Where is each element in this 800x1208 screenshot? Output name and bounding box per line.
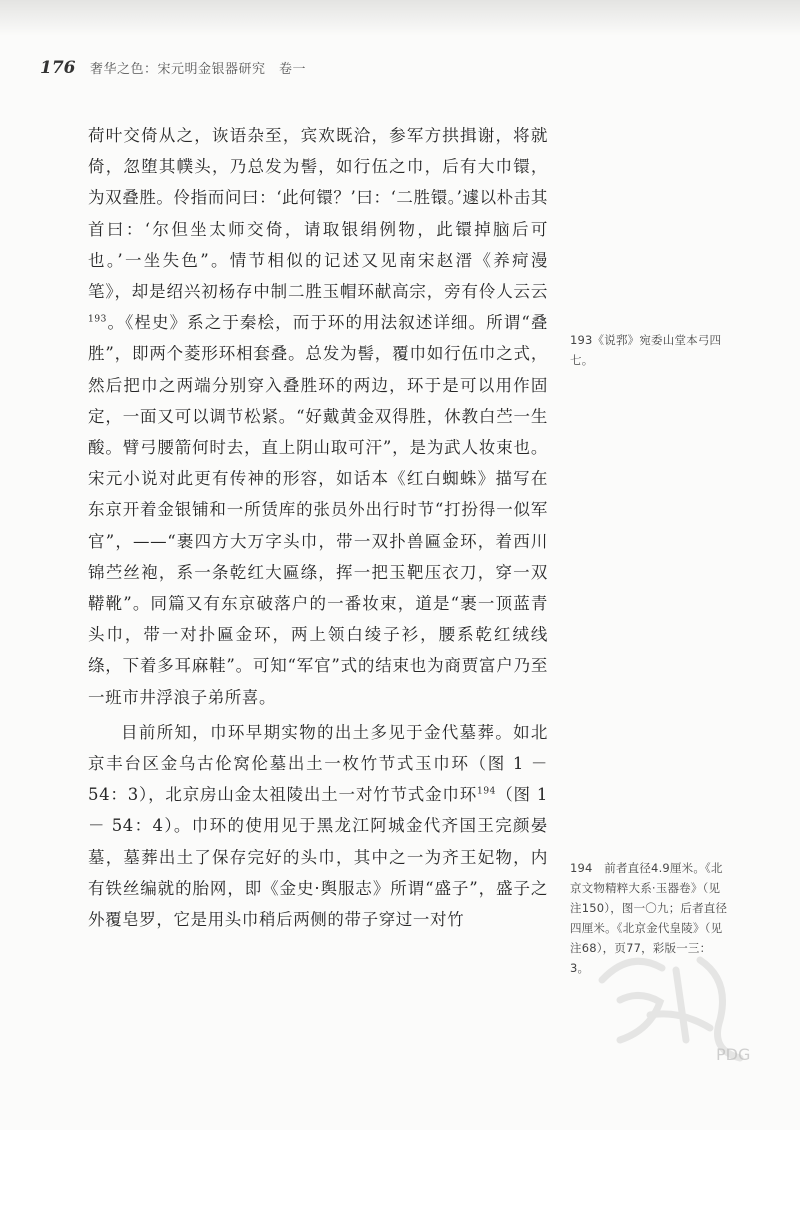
footnote-ref-193: 193 bbox=[88, 314, 107, 325]
paragraph-2-text-b: （图 1 － 54：4）。巾环的使用见于黑龙江阿城金代齐国王完颜晏墓，墓葬出土了保存完好的头巾，其中之一为齐王妃物，内有铁丝编就的胎网，即《金史·舆服志》所谓“盛子”，盛子之外覆皂罗，它是用头巾稍后两侧的带子穿过一对竹 bbox=[88, 785, 548, 930]
main-text-column bbox=[88, 120, 548, 935]
footnote-194: 194 前者直径4.9厘米。《北京文物精粹大系·玉器卷》（见注150），图一〇九；后者直径四厘米。《北京金代皇陵》（见注68），页77，彩版一三：3。 bbox=[570, 861, 728, 975]
paragraph-1-text-a: 荷叶交倚从之，诙语杂至，宾欢既洽，参军方拱揖谢，将就倚，忽堕其幞头，乃总发为髻，如行伍之巾，后有大巾镮，为双叠胜。伶指而问曰：‘此何镮？’曰：‘二胜镮。’遽以朴击其首曰：‘尔但坐太师交倚，请取银绢例物，此镮掉脑后可也。’一坐失色”。情节相似的记述又见南宋赵溍《养疴漫笔》，却是绍兴初杨存中制二胜玉帽环献高宗，旁有伶人云云 bbox=[88, 126, 548, 302]
paragraph-2 bbox=[88, 717, 548, 935]
footnote-193: 193《说郛》宛委山堂本弓四七。 bbox=[570, 333, 722, 367]
running-header bbox=[40, 58, 306, 84]
page-number: 176 bbox=[40, 58, 76, 78]
paragraph-2-text-a: 目前所知，巾环早期实物的出土多见于金代墓葬。如北京丰台区金乌古伦窝伦墓出土一枚竹节式玉巾环（图 1 － 54：3），北京房山金太祖陵出土一对竹节式金巾环 bbox=[88, 722, 548, 805]
paragraph-1-text-b: 。《桯史》系之于秦桧，而于环的用法叙述详细。所谓“叠胜”，即两个菱形环相套叠。总发为髻，覆巾如行伍巾之式，然后把巾之两端分别穿入叠胜环的两边，环于是可以用作固定，一面又可以调节松紧。“好戴黄金双得胜，休教白苎一生酸。臂弓腰箭何时去，直上阴山取可汗”，是为武人妆束也。宋元小说对此更有传神的形容，如话本《红白蜘蛛》描写在东京开着金银铺和一所赁库的张员外出行时节“打扮得一似军官”，——“裹四方大万字头巾，带一双扑兽匾金环，着西川锦苎丝袍，系一条乾红大匾绦，挥一把玉靶压衣刀，穿一双鞯靴”。同篇又有东京破落户的一番妆束，道是“裹一顶蓝青头巾，带一对扑匾金环，两上领白绫子衫，腰系乾红绒线绦，下着多耳麻鞋”。可知“军官”式的结束也为商贾富户乃至一班市井浮浪子弟所喜。 bbox=[88, 313, 548, 707]
page-bottom-margin bbox=[0, 1130, 800, 1208]
running-title: 奢华之色：宋元明金银器研究 卷一 bbox=[90, 62, 307, 77]
watermark-seal bbox=[590, 940, 760, 1070]
footnote-ref-194: 194 bbox=[477, 786, 496, 797]
watermark-text: PDG bbox=[716, 1045, 751, 1064]
scan-edge-shadow bbox=[0, 0, 800, 36]
paragraph-1 bbox=[88, 120, 548, 713]
